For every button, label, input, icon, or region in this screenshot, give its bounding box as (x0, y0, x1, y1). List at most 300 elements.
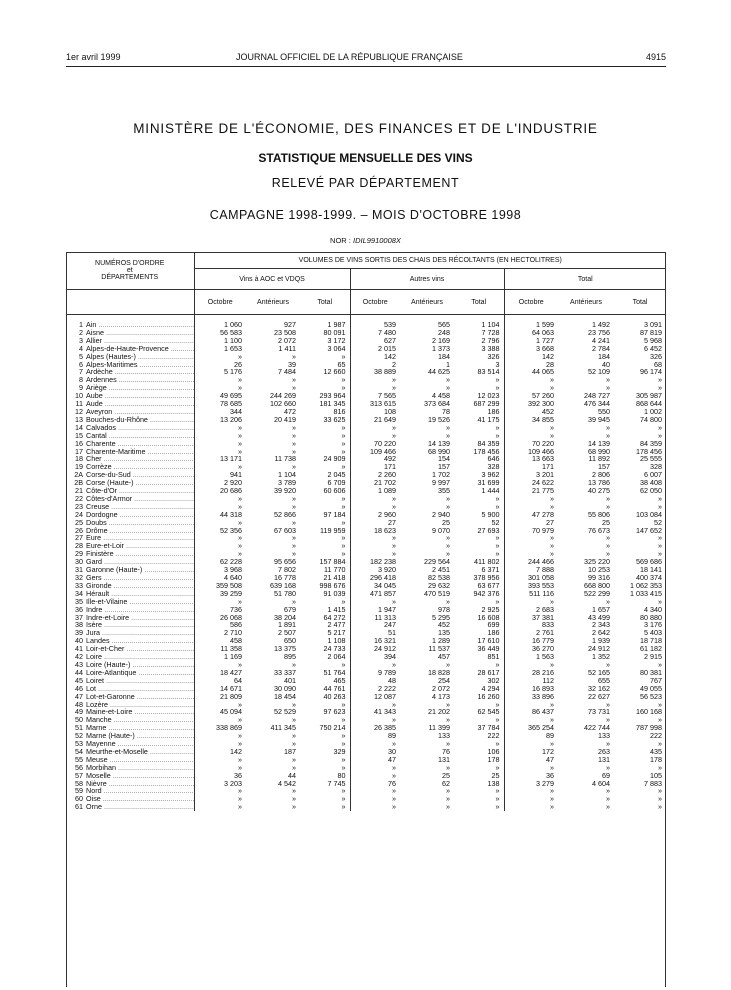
volume-cell: » (292, 550, 296, 559)
department-name-label: Landes ..... (86, 637, 194, 645)
table-row (66, 708, 666, 716)
department-name-label: Oise ..... (86, 795, 194, 803)
volume-cell: » (454, 384, 504, 392)
volume-cell: » (238, 787, 242, 796)
table-row (66, 621, 666, 629)
volume-cell: » (300, 550, 350, 558)
volume-cell: » (392, 795, 396, 804)
volume-cell: 1 033 415 (630, 589, 663, 598)
volume-cell: 736 (230, 605, 242, 614)
volume-cell: » (238, 740, 242, 748)
volume-cell: » (300, 716, 350, 724)
department-name (86, 787, 194, 795)
volume-cell: » (454, 534, 504, 542)
volume-cell: » (658, 763, 663, 772)
volume-cell: 133 (438, 732, 450, 741)
volume-cell: 52 866 (274, 510, 296, 519)
volume-cell: 109 466 (370, 447, 396, 456)
volume-cell: » (292, 542, 296, 551)
volume-cell: 1 411 (278, 344, 296, 353)
department-name (86, 337, 194, 345)
volume-cell: 2 940 (432, 510, 450, 519)
volume-cell: » (292, 763, 296, 772)
volume-cell: 1 657 (592, 605, 610, 614)
volume-cell: 182 238 (370, 558, 396, 567)
volume-cell: 154 (438, 455, 450, 464)
volume-cell: 51 780 (274, 589, 296, 598)
volume-cell: » (606, 423, 610, 432)
volume-cell: » (454, 503, 504, 511)
table-row (66, 329, 666, 337)
department-name (86, 353, 194, 361)
volume-cell: » (238, 660, 242, 669)
volume-cell: 38 408 (640, 479, 663, 488)
volume-cell: 64 272 (300, 614, 350, 622)
volume-cell: » (658, 423, 663, 432)
department-number: 26 (75, 526, 83, 535)
volume-cell: 411 802 (454, 558, 504, 566)
department-name-label: Aude ..... (86, 400, 194, 408)
department-number: 41 (75, 645, 83, 654)
volume-cell: 1 108 (300, 637, 350, 645)
volume-cell: 52 529 (274, 708, 296, 717)
volume-cell: 178 (454, 756, 504, 764)
volume-cell: 2 642 (592, 629, 610, 638)
department-number: 3 (79, 336, 83, 345)
volume-cell: 787 998 (636, 724, 663, 733)
table-row (66, 637, 666, 645)
volume-cell: 1 104 (454, 315, 504, 329)
table-row (66, 432, 666, 440)
volume-cell: » (300, 519, 350, 527)
volume-cell: 328 (650, 463, 663, 472)
volume-cell: » (292, 352, 296, 361)
volume-cell: » (550, 384, 554, 393)
department-number: 5 (79, 352, 83, 361)
volume-cell: » (606, 542, 610, 551)
volume-cell: 62 228 (220, 558, 242, 567)
table-row (66, 400, 666, 408)
department-name (86, 708, 194, 716)
volume-cell: 64 (234, 676, 242, 685)
volume-cell: » (606, 494, 610, 503)
volume-cell: 12 087 (374, 692, 396, 701)
volume-cell: 95 656 (274, 558, 296, 567)
volume-cell: 24 733 (300, 645, 350, 653)
volume-cell: 172 (542, 747, 554, 756)
department-name-label: Nièvre ..... (86, 780, 194, 788)
volume-cell: 229 564 (424, 558, 450, 567)
column-header: Total (300, 290, 350, 315)
column-header: Octobre (504, 290, 558, 315)
department-name-label: Corse (Haute-) ..... (86, 479, 194, 487)
volume-cell: 18 718 (640, 637, 663, 646)
volume-cell: 23 756 (588, 328, 610, 337)
table-row (66, 606, 666, 614)
group-header-total: Total (577, 275, 593, 283)
volume-cell: 55 806 (588, 510, 610, 519)
volume-cell: 51 764 (300, 669, 350, 677)
volume-cell: 18 141 (640, 566, 663, 574)
ministry-title: MINISTÈRE DE L'ÉCONOMIE, DES FINANCES ET DE L'INDUSTRIE (133, 121, 598, 136)
department-header: NUMÉROS D'ORDRE et DÉPARTEMENTS (66, 252, 194, 290)
volume-cell: 569 686 (636, 558, 663, 567)
department-number: 8 (79, 376, 83, 385)
department-name-label: Isère ..... (86, 621, 194, 629)
volume-cell: 89 (546, 732, 554, 741)
volume-cell: 7 888 (536, 566, 554, 574)
volumes-header: VOLUMES DE VINS SORTIS DES CHAIS DES RÉCOLTANTS (EN HECTOLITRES) (194, 252, 666, 269)
volume-cell: 11 313 (374, 613, 396, 622)
volume-cell: 4 241 (592, 336, 610, 345)
table-row (66, 748, 666, 756)
volume-cell: 47 (546, 755, 554, 764)
volume-cell: 365 254 (528, 724, 554, 733)
volume-cell: » (446, 542, 450, 551)
volume-cell: 178 456 (636, 447, 663, 456)
department-name-label: Côtes-d'Armor ..... (86, 495, 194, 503)
volume-cell: 56 523 (640, 692, 663, 701)
volume-cell: 34 855 (532, 415, 554, 424)
department-name (86, 511, 194, 519)
volume-cell: » (292, 423, 296, 432)
table-row (66, 558, 666, 566)
volume-cell: 750 214 (300, 724, 350, 732)
volume-cell: » (300, 756, 350, 764)
volume-cell: » (238, 803, 242, 812)
department-number: 35 (75, 597, 83, 606)
table-row (66, 780, 666, 788)
department-name-label: Aube ..... (86, 392, 194, 400)
department-name (86, 345, 194, 353)
volume-cell: » (454, 432, 504, 440)
volume-cell: 355 (438, 487, 450, 495)
department-name-label: Creuse ..... (86, 503, 194, 511)
volume-cell: » (392, 431, 396, 440)
volume-cell: 52 356 (220, 526, 242, 535)
volume-cell: 61 182 (640, 645, 663, 654)
volume-cell: 16 893 (532, 684, 554, 693)
table-row (66, 645, 666, 653)
volume-cell: 325 220 (584, 558, 610, 567)
volume-cell: » (550, 502, 554, 511)
volume-cell: 452 (542, 407, 554, 416)
department-number: 9 (79, 384, 83, 393)
volume-cell: » (292, 384, 296, 393)
volume-cell: » (454, 598, 504, 606)
volume-cell: 171 (384, 463, 396, 472)
stat-title: STATISTIQUE MENSUELLE DES VINS (258, 151, 473, 165)
department-number: 45 (75, 676, 83, 685)
volume-cell: 37 381 (532, 613, 554, 622)
volume-cell: 7 883 (644, 779, 663, 788)
volume-cell: 26 (234, 360, 242, 369)
volume-cell: 39 945 (588, 415, 610, 424)
department-number: 52 (75, 732, 83, 741)
volume-cell: 326 (454, 353, 504, 361)
volume-cell: 97 184 (300, 511, 350, 519)
volume-cell: 11 537 (428, 645, 450, 654)
volume-cell: » (454, 787, 504, 795)
volume-cell: 9 070 (432, 526, 450, 535)
nor-reference (0, 236, 731, 245)
volume-cell: 68 990 (428, 447, 450, 456)
volume-cell: 627 (384, 336, 396, 345)
volume-cell: » (658, 494, 663, 503)
table-row (66, 787, 666, 795)
volume-cell: » (454, 740, 504, 748)
table-row (66, 479, 666, 487)
volume-cell: » (292, 447, 296, 456)
volume-cell: 5 900 (454, 511, 504, 519)
department-name (86, 463, 194, 471)
volume-cell: 1 492 (592, 320, 610, 329)
volume-cell: 186 (454, 408, 504, 416)
department-name (86, 732, 194, 740)
volume-cell: » (392, 534, 396, 543)
department-name (86, 685, 194, 693)
volume-cell: » (238, 597, 242, 606)
volume-cell: » (658, 660, 663, 669)
volume-cell: 2 925 (454, 606, 504, 614)
volume-cell: 6 371 (454, 566, 504, 574)
volume-cell: » (446, 423, 450, 432)
volume-cell: 178 456 (454, 448, 504, 456)
volume-cell: » (238, 534, 242, 543)
column-header: Antérieurs (558, 290, 614, 315)
volume-cell: 52 (654, 518, 663, 527)
volume-cell: 51 (388, 629, 396, 638)
volume-cell: 24 912 (374, 645, 396, 654)
department-number: 18 (75, 455, 83, 464)
volume-cell: » (550, 423, 554, 432)
volume-cell: 19 526 (428, 415, 450, 424)
table-row (66, 653, 666, 661)
department-number: 31 (75, 566, 83, 574)
volume-cell: 142 (230, 747, 242, 756)
volume-cell: 27 (388, 518, 396, 527)
volume-cell: 57 260 (532, 392, 554, 401)
department-name-label: Meurthe-et-Moselle ..... (86, 748, 194, 756)
department-name-label: Lozère ..... (86, 701, 194, 709)
volume-cell: 338 869 (216, 724, 242, 733)
volume-cell: 2 915 (644, 653, 663, 661)
volume-cell: 646 (454, 455, 504, 463)
department-number: 49 (75, 708, 83, 717)
volume-cell: 89 (388, 732, 396, 741)
department-name-label: Dordogne ..... (86, 511, 194, 519)
volume-cell: 7 728 (454, 329, 504, 337)
volume-cell: 1 891 (278, 621, 296, 630)
volume-cell: » (300, 495, 350, 503)
table-row (66, 455, 666, 463)
table-row (66, 503, 666, 511)
volume-cell: 1 727 (536, 336, 554, 345)
volume-cell: 458 (230, 637, 242, 646)
column-header: Antérieurs (400, 290, 454, 315)
volume-cell: 135 (438, 629, 450, 638)
volume-cell: 43 499 (588, 613, 610, 622)
volume-cell: 47 278 (532, 510, 554, 519)
department-name (86, 534, 194, 542)
volume-cell: 244 466 (528, 558, 554, 567)
volume-cell: 1 444 (454, 487, 504, 495)
volume-cell: 344 (230, 407, 242, 416)
volume-cell: 248 727 (584, 392, 610, 401)
department-number: 44 (75, 668, 83, 677)
volume-cell: » (550, 787, 554, 796)
volume-cell: » (238, 732, 242, 741)
volume-cell: » (658, 534, 663, 543)
volume-cell: 20 419 (274, 415, 296, 424)
volume-cell: 21 809 (220, 692, 242, 701)
table-row (66, 384, 666, 392)
volume-cell: 36 (234, 771, 242, 780)
volume-cell: 422 744 (584, 724, 610, 733)
volume-cell: 816 (300, 408, 350, 416)
table-row (66, 574, 666, 582)
volume-cell: » (658, 700, 663, 709)
volume-cell: 25 (442, 518, 450, 527)
volume-cell: 3 172 (300, 337, 350, 345)
volume-cell: 41 175 (454, 416, 504, 424)
volume-cell: » (292, 803, 296, 812)
department-name-label: Marne ..... (86, 724, 194, 732)
volume-cell: 833 (542, 621, 554, 630)
volume-cell: 4 542 (278, 779, 296, 788)
department-name (86, 471, 194, 479)
department-number: 55 (75, 755, 83, 764)
volume-cell: » (658, 550, 663, 559)
table-row (66, 590, 666, 598)
volume-cell: 131 (598, 755, 610, 764)
department-name (86, 614, 194, 622)
volume-cell: 3 203 (224, 779, 242, 788)
volume-cell: 26 068 (220, 613, 242, 622)
table-row (66, 392, 666, 400)
volume-cell: 10 253 (588, 566, 610, 574)
table-row (66, 795, 666, 803)
volume-cell: 668 800 (584, 581, 610, 590)
department-name-label: Marne (Haute-) ..... (86, 732, 194, 740)
volume-cell: 18 454 (274, 692, 296, 701)
department-name-label: Drôme ..... (86, 527, 194, 535)
volume-cell: » (446, 763, 450, 772)
department-name-label: Loire-Atlantique ..... (86, 669, 194, 677)
department-name (86, 455, 194, 463)
department-name-label: Nord ..... (86, 787, 194, 795)
department-name (86, 416, 194, 424)
volume-cell: 254 (438, 676, 450, 685)
volume-cell: » (292, 502, 296, 511)
department-number: 28 (75, 542, 83, 551)
volume-cell: » (446, 494, 450, 503)
volume-cell: 941 (230, 471, 242, 480)
department-name (86, 629, 194, 637)
volume-cell: » (238, 463, 242, 472)
department-name-label: Ariège ..... (86, 384, 194, 392)
volume-cell: 2 806 (592, 471, 610, 480)
volume-cell: 328 (454, 463, 504, 471)
volume-cell: » (606, 740, 610, 748)
department-name-label: Doubs ..... (86, 519, 194, 527)
table-row (66, 693, 666, 701)
volume-cell: » (606, 787, 610, 796)
volume-cell: » (446, 700, 450, 709)
department-name (86, 503, 194, 511)
volume-cell: » (606, 803, 610, 812)
department-name (86, 361, 194, 369)
department-subheader (66, 290, 194, 315)
department-name (86, 645, 194, 653)
volume-cell: 16 778 (274, 574, 296, 582)
volume-cell: » (300, 598, 350, 606)
table-row (66, 542, 666, 550)
volume-cell: 1 563 (536, 653, 554, 661)
table-row (66, 345, 666, 353)
volume-cell: 18 623 (374, 526, 396, 535)
volume-cell: 565 (438, 320, 450, 329)
volume-cell: 44 065 (532, 368, 554, 377)
volume-cell: 411 345 (270, 724, 296, 733)
department-number: 24 (75, 510, 83, 519)
volume-cell: » (392, 423, 396, 432)
volume-cell: 14 139 (588, 439, 610, 448)
table-row (66, 764, 666, 772)
nor-label: NOR : (330, 236, 351, 245)
volume-cell: 1 062 353 (630, 581, 663, 590)
department-name (86, 384, 194, 392)
volume-cell: » (606, 550, 610, 559)
volume-cell: » (446, 597, 450, 606)
volume-cell: 4 340 (644, 605, 663, 614)
volume-cell: 157 (438, 463, 450, 472)
volume-cell: 40 275 (588, 487, 610, 495)
volume-cell: 91 039 (300, 590, 350, 598)
volume-cell: 3 962 (454, 471, 504, 479)
table-row (66, 661, 666, 669)
department-name (86, 724, 194, 732)
volume-cell: » (238, 550, 242, 559)
volume-cell: 2 796 (454, 337, 504, 345)
table-row (66, 756, 666, 764)
volume-cell: 13 786 (588, 479, 610, 488)
volume-cell: » (606, 700, 610, 709)
volume-cell: 68 (654, 360, 663, 369)
department-name-label: Loire ..... (86, 653, 194, 661)
volume-cell: » (606, 597, 610, 606)
volume-cell: » (238, 376, 242, 385)
department-name (86, 716, 194, 724)
volume-cell: 13 663 (532, 455, 554, 464)
volume-cell: 16 779 (532, 637, 554, 646)
volume-cell: 87 819 (640, 328, 663, 337)
volume-cell: 52 165 (588, 668, 610, 677)
volume-cell: 4 173 (432, 692, 450, 701)
volume-cell: 11 892 (588, 455, 610, 464)
volume-cell: 60 606 (300, 487, 350, 495)
volume-cell: 4 294 (454, 685, 504, 693)
department-number: 11 (75, 400, 83, 408)
department-number: 58 (75, 779, 83, 788)
table-row (66, 448, 666, 456)
volume-cell: » (454, 495, 504, 503)
volume-cell: 392 300 (528, 400, 554, 408)
department-name-label: Bouches-du-Rhône ..... (86, 416, 194, 424)
volume-cell: 45 094 (220, 708, 242, 717)
volume-cell: 27 (546, 518, 554, 527)
volume-cell: 131 (438, 755, 450, 764)
